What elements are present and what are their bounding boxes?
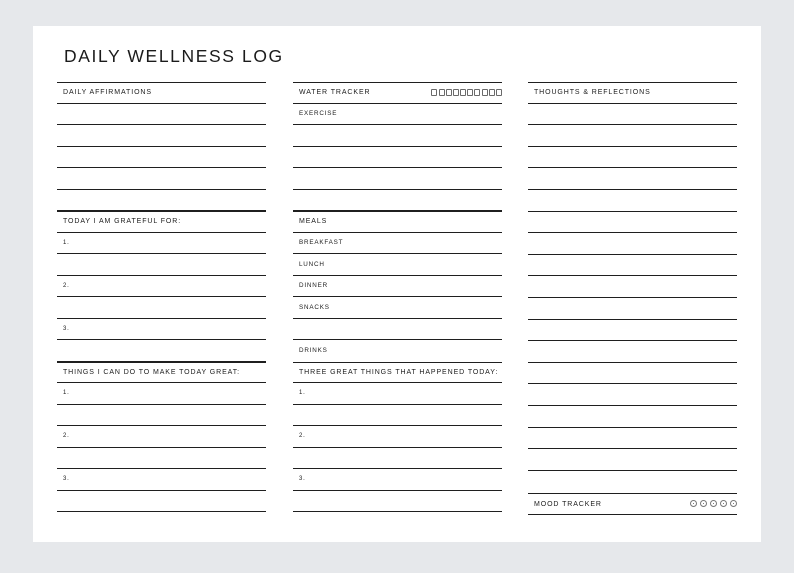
water-cup-checkbox[interactable] [489,89,495,96]
writing-line[interactable] [57,448,266,470]
thoughts-writing-area[interactable] [528,104,737,494]
exercise-row[interactable] [293,104,502,126]
writing-line[interactable] [528,232,737,233]
section-header-three-great-things: THREE GREAT THINGS THAT HAPPENED TODAY: [293,362,502,384]
mood-icons [690,500,737,507]
writing-line[interactable] [57,190,266,212]
writing-line[interactable] [293,147,502,169]
snacks-label: SNACKS [299,303,330,311]
item-number: 3. [63,325,70,332]
writing-line[interactable] [57,340,266,362]
writing-line[interactable] [528,448,737,449]
very-sad-face-icon[interactable] [690,500,697,507]
section-header-meals: MEALS [293,211,502,233]
writing-line[interactable] [57,125,266,147]
breakfast-label: BREAKFAST [299,239,344,247]
exercise-label: EXERCISE [299,110,338,118]
section-header-affirmations: DAILY AFFIRMATIONS [57,82,266,104]
writing-line[interactable] [57,147,266,169]
list-item[interactable] [57,383,266,405]
writing-line[interactable] [57,254,266,276]
meal-row-snacks[interactable] [293,297,502,319]
writing-line[interactable] [293,125,502,147]
writing-line[interactable] [528,383,737,384]
water-cups [431,89,502,96]
item-number: 1. [299,390,306,397]
water-cup-checkbox[interactable] [431,89,437,96]
writing-line[interactable] [528,340,737,341]
meal-row-lunch[interactable] [293,254,502,276]
dinner-label: DINNER [299,282,328,290]
writing-line[interactable] [57,491,266,513]
item-number: 2. [63,282,70,289]
page-title: DAILY WELLNESS LOG [64,46,284,66]
wellness-log-sheet [33,26,761,542]
water-tracker-label: WATER TRACKER [299,89,371,97]
list-item[interactable] [293,426,502,448]
list-item[interactable] [57,319,266,341]
mood-tracker [528,493,737,515]
writing-line[interactable] [57,405,266,427]
writing-line[interactable] [528,124,737,125]
writing-line[interactable] [528,254,737,255]
list-item[interactable] [57,469,266,491]
writing-line[interactable] [293,319,502,341]
list-item[interactable] [57,276,266,298]
item-number: 2. [63,433,70,440]
writing-line[interactable] [293,448,502,470]
writing-line[interactable] [293,190,502,212]
column-left [57,82,266,512]
drinks-label: DRINKS [299,347,328,355]
writing-line[interactable] [528,427,737,428]
list-item[interactable] [293,469,502,491]
item-number: 3. [63,476,70,483]
writing-line[interactable] [293,168,502,190]
item-number: 2. [299,433,306,440]
writing-line[interactable] [528,211,737,212]
water-cup-checkbox[interactable] [460,89,466,96]
very-happy-face-icon[interactable] [730,500,737,507]
water-cup-checkbox[interactable] [467,89,473,96]
column-middle [293,82,502,512]
writing-line[interactable] [528,167,737,168]
section-header-grateful: TODAY I AM GRATEFUL FOR: [57,211,266,233]
section-header-thoughts: THOUGHTS & REFLECTIONS [528,82,737,104]
lunch-label: LUNCH [299,260,325,268]
meal-row-breakfast[interactable] [293,233,502,255]
writing-line[interactable] [528,362,737,363]
item-number: 1. [63,390,70,397]
list-item[interactable] [57,233,266,255]
meal-row-dinner[interactable] [293,276,502,298]
happy-face-icon[interactable] [720,500,727,507]
item-number: 1. [63,239,70,246]
water-cup-checkbox[interactable] [482,89,488,96]
water-cup-checkbox[interactable] [446,89,452,96]
item-number: 3. [299,476,306,483]
writing-line[interactable] [528,319,737,320]
writing-line[interactable] [528,189,737,190]
writing-line[interactable] [528,275,737,276]
writing-line[interactable] [528,470,737,471]
section-header-mood-tracker [528,493,737,515]
section-header-make-today-great: THINGS I CAN DO TO MAKE TODAY GREAT: [57,362,266,384]
meal-row-drinks[interactable] [293,340,502,362]
water-cup-checkbox[interactable] [439,89,445,96]
section-header-water-tracker [293,82,502,104]
neutral-face-icon[interactable] [710,500,717,507]
writing-line[interactable] [528,405,737,406]
water-cup-checkbox[interactable] [474,89,480,96]
water-cup-checkbox[interactable] [496,89,502,96]
writing-line[interactable] [293,405,502,427]
water-cup-checkbox[interactable] [453,89,459,96]
writing-line[interactable] [57,168,266,190]
column-right [528,82,737,494]
writing-line[interactable] [528,297,737,298]
sad-face-icon[interactable] [700,500,707,507]
list-item[interactable] [293,383,502,405]
mood-tracker-label: MOOD TRACKER [534,500,602,508]
writing-line[interactable] [57,104,266,126]
writing-line[interactable] [293,491,502,513]
writing-line[interactable] [57,297,266,319]
list-item[interactable] [57,426,266,448]
writing-line[interactable] [528,146,737,147]
